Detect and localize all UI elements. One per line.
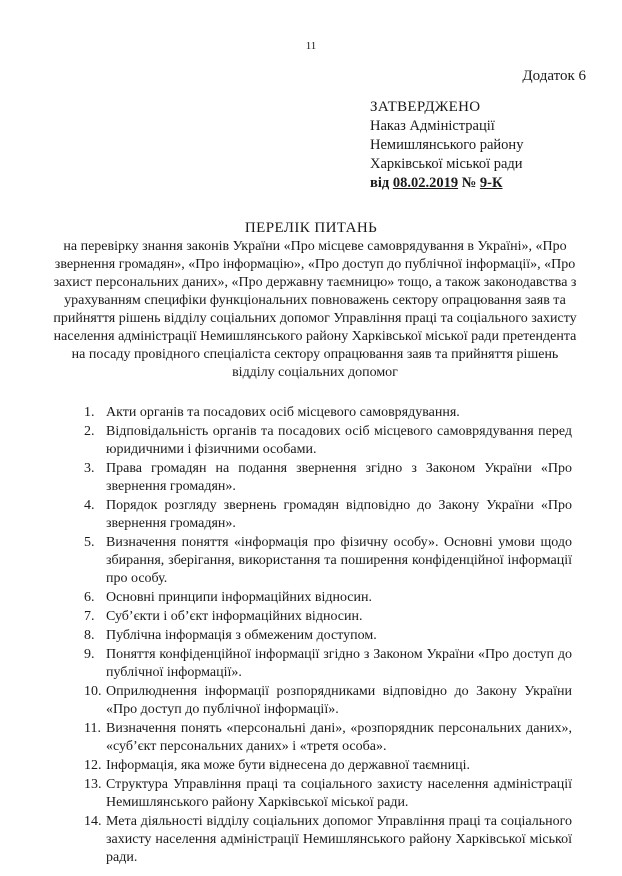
order-line xyxy=(370,174,523,193)
list-item xyxy=(84,460,572,496)
item-number: 9. xyxy=(84,647,95,662)
item-number: 13. xyxy=(84,777,102,792)
item-number: 11. xyxy=(84,721,101,736)
document-title: ПЕРЕЛІК ПИТАНЬ xyxy=(244,220,378,236)
approval-block xyxy=(370,98,523,193)
item-text: Права громадян на подання звернення згідно з Законом України «Про звернення громадян». xyxy=(106,461,572,494)
item-text: Структура Управління праці та соціального захисту населення адміністрації Немишлянського району Харківської міської ради. xyxy=(106,777,572,810)
item-number: 4. xyxy=(84,498,95,513)
list-item xyxy=(84,720,572,756)
item-number: 7. xyxy=(84,609,95,624)
list-item xyxy=(84,589,572,607)
list-item xyxy=(84,534,572,588)
document-subtitle: на перевірку знання законів України «Про місцеве самоврядування в Україні», «Про звернення громадян», «Про інформацію», «Про доступ до публічної інформації», «Про захист персональних даних», «Про державну таємницю» тощо, а також законодавства з урахуванням специфіки функціональних повноважень сектору опрацювання заяв та прийняття рішень відділу соціальних допомог Управління праці та соціального захисту населення адміністрації Немишлянського району Харківської міської ради претендента на посаду провідного спеціаліста сектору опрацювання заяв та прийняття рішень відділу соціальних допомог xyxy=(53,239,577,380)
item-text: Мета діяльності відділу соціальних допомог Управління праці та соціального захисту населення адміністрації Немишлянського району Харківської міської ради. xyxy=(106,814,572,865)
approval-line-2: Немишлянського району xyxy=(370,137,524,153)
item-text: Відповідальність органів та посадових осіб місцевого самоврядування перед юридичними і фізичними особами. xyxy=(106,424,572,457)
item-number: 1. xyxy=(84,405,95,420)
list-item xyxy=(84,757,572,775)
item-number: 3. xyxy=(84,461,95,476)
list-item xyxy=(84,608,572,626)
item-number: 2. xyxy=(84,424,95,439)
item-number: 6. xyxy=(84,590,95,605)
item-text: Суб’єкти і об’єкт інформаційних відносин. xyxy=(106,609,363,624)
item-number: 10. xyxy=(84,684,102,699)
item-number: 14. xyxy=(84,814,102,829)
item-number: 8. xyxy=(84,628,95,643)
list-item xyxy=(84,497,572,533)
approval-line-1: Наказ Адміністрації xyxy=(370,118,495,134)
list-item xyxy=(84,776,572,812)
order-prefix: від xyxy=(370,175,393,191)
order-mid: № xyxy=(458,175,480,191)
list-item xyxy=(84,646,572,682)
list-item xyxy=(84,683,572,719)
item-text: Основні принципи інформаційних відносин. xyxy=(106,590,372,605)
addendum-label: Додаток 6 xyxy=(522,68,586,84)
item-text: Публічна інформація з обмеженим доступом. xyxy=(106,628,377,643)
item-text: Оприлюднення інформації розпорядниками відповідно до Закону України «Про доступ до публічної інформації». xyxy=(106,684,572,717)
list-item xyxy=(84,813,572,867)
item-text: Акти органів та посадових осіб місцевого самоврядування. xyxy=(106,405,460,420)
list-item xyxy=(84,627,572,645)
order-number: 9-К xyxy=(479,175,503,191)
item-number: 12. xyxy=(84,758,102,773)
order-date: 08.02.2019 xyxy=(392,175,459,191)
approval-heading: ЗАТВЕРДЖЕНО xyxy=(370,99,481,115)
approval-line-3: Харківської міської ради xyxy=(370,156,523,172)
item-text: Визначення поняття «інформація про фізичну особу». Основні умови щодо збирання, зберігання, використання та поширення конфіденційної інформації про особу. xyxy=(106,535,572,586)
item-text: Поняття конфіденційної інформації згідно з Законом України «Про доступ до публічної інформації». xyxy=(106,647,572,680)
list-item xyxy=(84,423,572,459)
list-item xyxy=(84,404,572,422)
item-text: Визначення понять «персональні дані», «розпорядник персональних даних», «суб’єкт персональних даних» і «третя особа». xyxy=(106,721,572,754)
questions-list xyxy=(84,404,572,868)
item-text: Інформація, яка може бути віднесена до державної таємниці. xyxy=(106,758,471,773)
item-number: 5. xyxy=(84,535,95,550)
item-text: Порядок розгляду звернень громадян відповідно до Закону України «Про звернення громадян». xyxy=(106,498,572,531)
page-number: 11 xyxy=(305,40,317,52)
